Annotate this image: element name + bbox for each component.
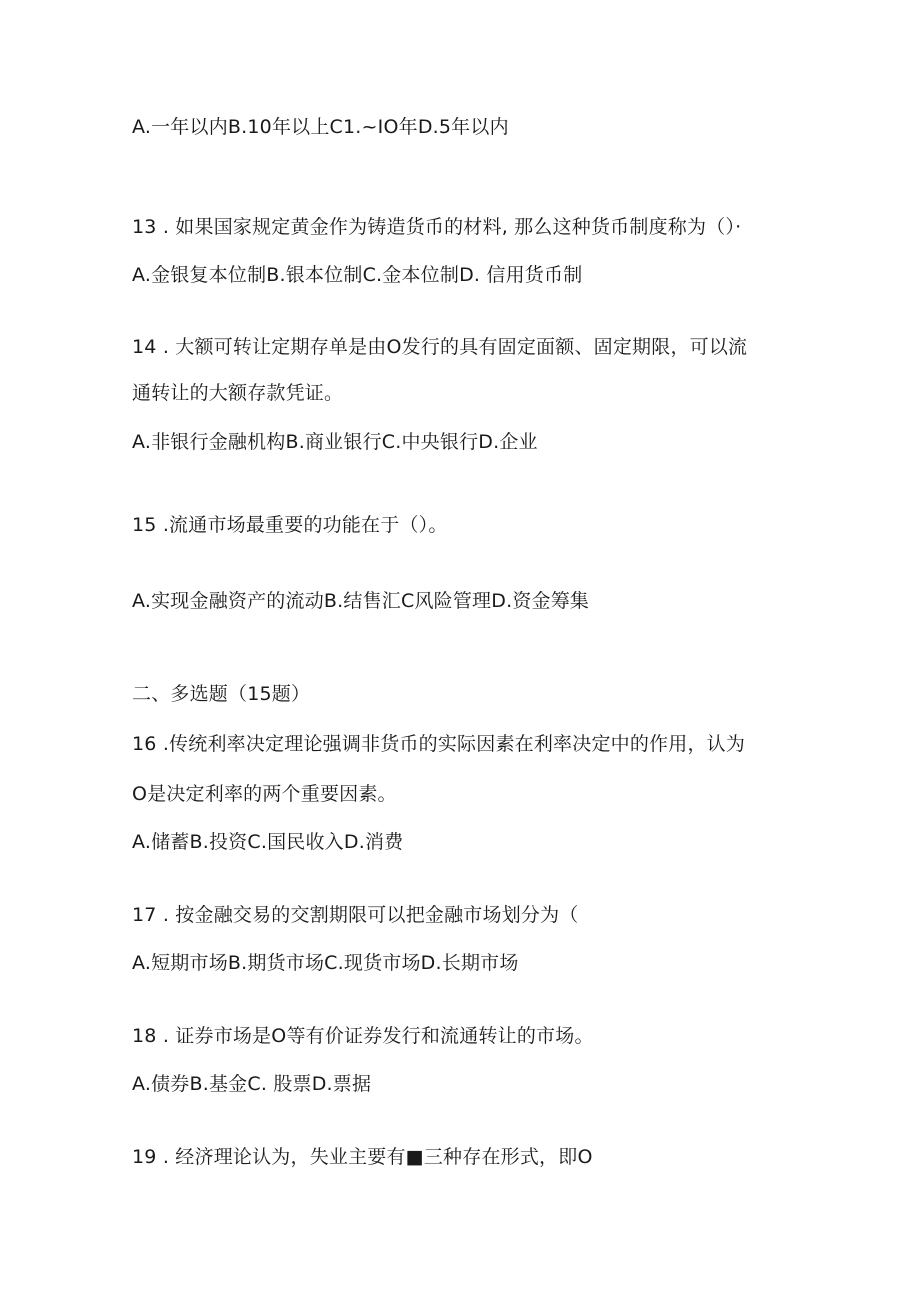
q16-question-line1: 16 .传统利率决定理论强调非货币的实际因素在利率决定中的作用，认为 [132,733,746,755]
q13-question: 13 . 如果国家规定黄金作为铸造货币的材料, 那么这种货币制度称为（）· [132,216,742,238]
q17-question: 17 . 按金融交易的交割期限可以把金融市场划分为（ [132,904,579,926]
q16-question-line2: O是决定利率的两个重要因素。 [132,783,397,805]
q15-options: A.实现金融资产的流动B.结售汇C风险管理D.资金筹集 [132,590,590,612]
q19-question: 19 . 经济理论认为，失业主要有■三种存在形式，即O [132,1146,593,1168]
q18-options: A.债券B.基金C. 股票D.票据 [132,1073,372,1095]
q14-question-line2: 通转让的大额存款凭证。 [132,382,344,404]
q16-options: A.储蓄B.投资C.国民收入D.消费 [132,831,404,853]
q12-options: A.一年以内B.10年以上C1.~IO年D.5年以内 [132,116,509,138]
q18-question: 18 . 证券市场是O等有价证券发行和流通转让的市场。 [132,1025,594,1047]
q14-options: A.非银行金融机构B.商业银行C.中央银行D.企业 [132,431,538,453]
q17-options: A.短期市场B.期货市场C.现货市场D.长期市场 [132,952,519,974]
section-heading-multiple-choice: 二、多选题（15题） [132,683,311,705]
q15-question: 15 .流通市场最重要的功能在于（）。 [132,514,448,536]
q14-question-line1: 14 . 大额可转让定期存单是由O发行的具有固定面额、固定期限，可以流 [132,336,748,358]
q13-options: A.金银复本位制B.银本位制C.金本位制D. 信用货币制 [132,264,583,286]
